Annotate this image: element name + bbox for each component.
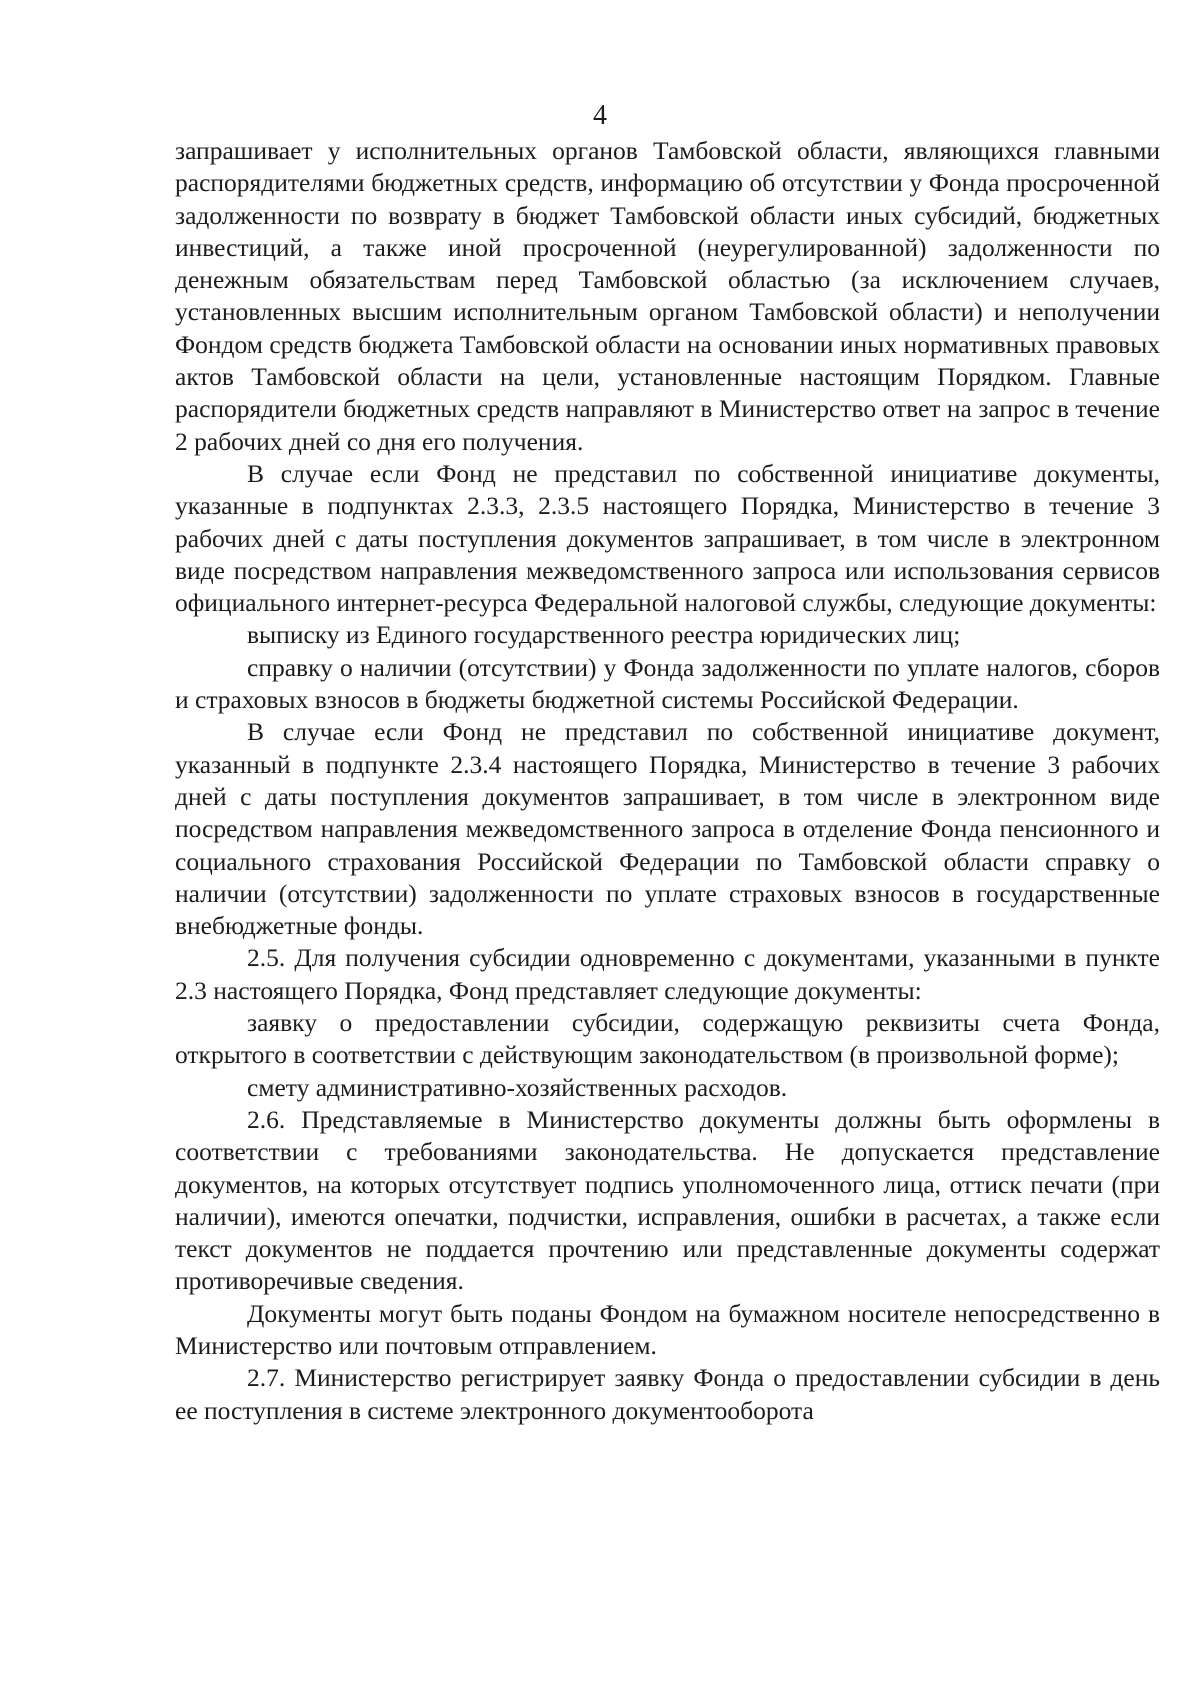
paragraph-registry-extract: выписку из Единого государственного реестра юридических лиц; [247, 620, 961, 650]
paragraph-subsidy-application: заявку о предоставлении субсидии, содержащую реквизиты счета Фонда, открытого в соответствии с действующим законодательством (в произвольной форме); [175, 1008, 1160, 1070]
paragraph-tax-certificate: справку о наличии (отсутствии) у Фонда задолженности по уплате налогов, сборов и страховых взносов в бюджеты бюджетной системы Российской Федерации. [175, 652, 1160, 715]
paragraph-expense-estimate: смету административно-хозяйственных расходов. [247, 1072, 788, 1102]
paragraph-2-6: 2.6. Представляемые в Министерство документы должны быть оформлены в соответствии с требованиями законодательства. Не допускается представление документов, на которых отсутствует подпись уполномоченного лица, оттиск печати (при наличии), имеются опечатки, подчистки, исправления, ошибки в расчетах, а также если текст документов не поддается прочтению или представленные документы содержат противоречивые сведения. [175, 1104, 1160, 1296]
paragraph-social-fund-request: В случае если Фонд не представил по собственной инициативе документ, указанный в подпункте 2.3.4 настоящего Порядка, Министерство в течение 3 рабочих дней с даты поступления документов запрашивает, в том числе в электронном виде посредством направления межведомственного запроса в отделение Фонда пенсионного и социального страхования Российской Федерации по Тамбовской области справку о наличии (отсутствии) задолженности по уплате страховых взносов в государственные внебюджетные фонды. [175, 717, 1160, 941]
paragraph-2-5: 2.5. Для получения субсидии одновременно с документами, указанными в пункте 2.3 настоящего Порядка, Фонд представляет следующие документы: [175, 943, 1160, 1005]
page-number: 4 [593, 100, 607, 131]
paragraph-2-7: 2.7. Министерство регистрирует заявку Фонда о предоставлении субсидии в день ее поступления в системе электронного документооборота [175, 1363, 1160, 1425]
paragraph-request-info: запрашивает у исполнительных органов Тамбовской области, являющихся главными распорядителями бюджетных средств, информацию об отсутствии у Фонда просроченной задолженности по возврату в бюджет Тамбовской области иных субсидий, бюджетных инвестиций, а также иной просроченной (неурегулированной) задолженности по денежным обязательствам перед Тамбовской областью (за исключением случаев, установленных высшим исполнительным органом Тамбовской области) и неполучении Фондом средств бюджета Тамбовской области на основании иных нормативных правовых актов Тамбовской области на цели, установленные настоящим Порядком. Главные распорядители бюджетных средств направляют в Министерство ответ на запрос в течение 2 рабочих дней со дня его получения. [175, 136, 1160, 456]
paragraph-tax-request: В случае если Фонд не представил по собственной инициативе документы, указанные в подпунктах 2.3.3, 2.3.5 настоящего Порядка, Министерство в течение 3 рабочих дней с даты поступления документов запрашивает, в том числе в электронном виде посредством направления межведомственного запроса или использования сервисов официального интернет-ресурса Федеральной налоговой службы, следующие документы: [175, 458, 1160, 618]
document-body [175, 135, 1160, 1427]
paragraph-submission-method: Документы могут быть поданы Фондом на бумажном носителе непосредственно в Министерство или почтовым отправлением. [175, 1298, 1160, 1360]
